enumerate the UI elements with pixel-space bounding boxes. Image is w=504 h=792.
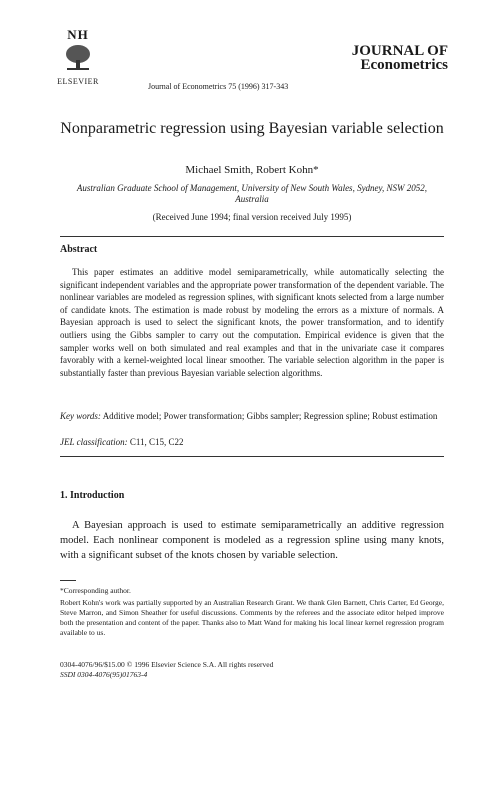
- paper-title: Nonparametric regression using Bayesian variable selection: [60, 120, 444, 137]
- publisher-logo: [52, 28, 104, 86]
- journal-name-line1: JOURNAL OF: [351, 43, 448, 59]
- received-dates: (Received June 1994; final version received July 1995): [152, 212, 352, 222]
- abstract-heading: Abstract: [60, 244, 98, 255]
- introduction-text: A Bayesian approach is used to estimate semiparametrically an additive regression model. Each nonlinear component is modeled as a regression spline using many knots, with a significant subset of the knots chosen by variable selection.: [60, 520, 444, 561]
- divider: [60, 236, 444, 237]
- corresponding-author-note: *Corresponding author.: [60, 586, 131, 595]
- section-heading: 1. Introduction: [60, 490, 125, 501]
- publisher-name: ELSEVIER: [57, 77, 99, 86]
- abstract-text: This paper estimates an additive model semiparametrically, while automatically selecting the significant independent variables and the appropriate power transformation of the dependent variable. The nonlinear variables are modeled as regression splines, with significant knots selected from a large number of candidate knots. The estimation is made robust by modeling the errors as a mixture of normals. A Bayesian approach is used to select the significant knots, the power transformation, and to identify outliers using the Gibbs sampler to carry out the computation. Empirical evidence is given that the sampler works well on both simulated and real examples and that in the univariate case it compares favorably with a kernel-weighted local linear smoother. The variable selection algorithm in the paper is substantially faster than previous Bayesian variable selection algorithms.: [60, 267, 444, 378]
- jel-classification: [60, 436, 444, 448]
- divider: [60, 456, 444, 457]
- keywords-text: Additive model; Power transformation; Gibbs sampler; Regression spline; Robust estimation: [102, 411, 438, 421]
- copyright: [60, 660, 273, 680]
- jel-label: JEL classification:: [60, 437, 128, 447]
- ssdi-line: SSDI 0304-4076(95)01763-4: [60, 670, 148, 679]
- journal-name-line2: Econometrics: [360, 57, 448, 73]
- jel-text: C11, C15, C22: [129, 437, 184, 447]
- acknowledgment-note: Robert Kohn's work was partially supported by an Australian Research Grant. We thank Glen Barnett, Chris Carter, Ed George, Steve Marron, and Simon Sheather for useful discussions. Comments by the referees and the associate editor helped improve both the presentation and content of the paper. Thanks also to Matt Wand for making his local linear kernel regression program available to us.: [60, 598, 444, 637]
- journal-name: [352, 44, 448, 72]
- copyright-line: 0304-4076/96/$15.00 © 1996 Elsevier Science S.A. All rights reserved: [60, 660, 274, 669]
- authors: Michael Smith, Robert Kohn*: [185, 164, 319, 176]
- footnote-rule: [60, 580, 76, 581]
- keywords: [60, 410, 444, 422]
- tree-icon: [63, 43, 93, 71]
- affiliation: Australian Graduate School of Management, University of New South Wales, Sydney, NSW 2052, Australia: [76, 183, 428, 204]
- logo-mark: NH: [67, 27, 89, 42]
- journal-citation: Journal of Econometrics 75 (1996) 317-343: [148, 82, 289, 91]
- keywords-label: Key words:: [60, 411, 101, 421]
